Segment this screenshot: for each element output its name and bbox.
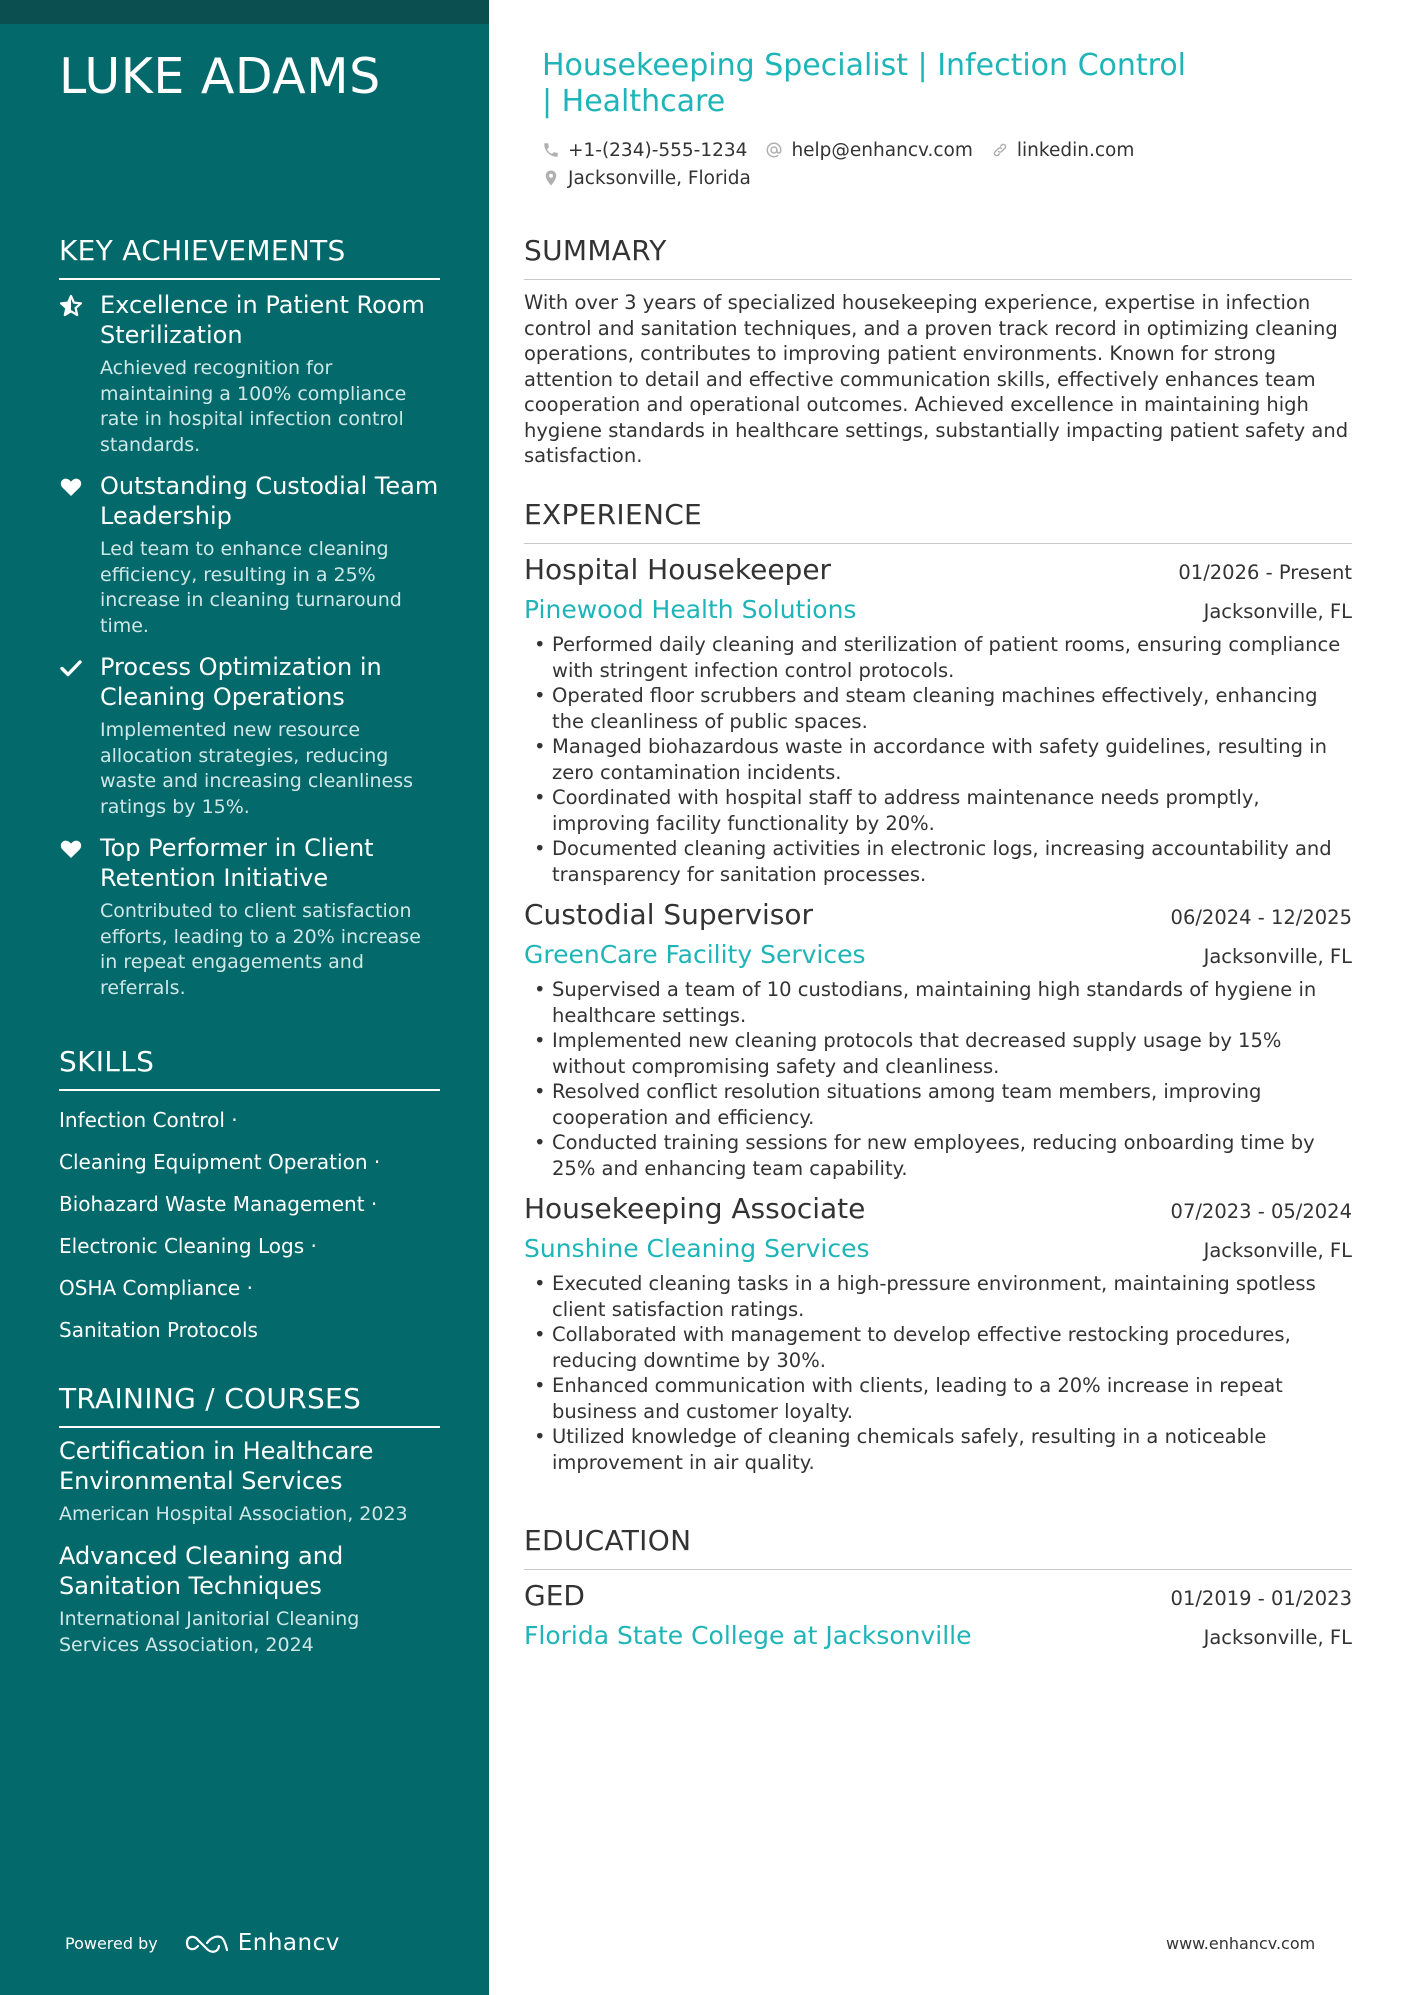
experience-heading: EXPERIENCE bbox=[524, 498, 1352, 544]
achievement-desc: Led team to enhance cleaning efficiency, resulting in a 25% increase in cleaning turnaround time. bbox=[100, 538, 402, 637]
training-section bbox=[59, 1382, 440, 1672]
sidebar bbox=[0, 0, 489, 1995]
job-bullet: • Coordinated with hospital staff to address maintenance needs promptly, improving facility functionality by 20%. bbox=[524, 785, 1352, 836]
job-bullet: • Resolved conflict resolution situations among team members, improving cooperation and efficiency. bbox=[524, 1079, 1352, 1130]
summary-section bbox=[524, 234, 1352, 469]
job-title: Hospital Housekeeper bbox=[524, 553, 832, 586]
achievement-desc: Achieved recognition for maintaining a 100% compliance rate in hospital infection control standards. bbox=[100, 357, 407, 456]
job-bullet: • Utilized knowledge of cleaning chemicals safely, resulting in a noticeable improvement in air quality. bbox=[524, 1424, 1352, 1475]
linkedin-contact[interactable] bbox=[991, 140, 1134, 161]
skill-item: Cleaning Equipment Operation · bbox=[59, 1150, 381, 1174]
enhancv-brand-text: Enhancv bbox=[237, 1930, 340, 1956]
job-bullet: • Managed biohazardous waste in accordance with safety guidelines, resulting in zero contamination incidents. bbox=[524, 734, 1352, 785]
email-text: help@enhancv.com bbox=[791, 139, 973, 161]
job-bullet: • Enhanced communication with clients, leading to a 20% increase in repeat business and customer loyalty. bbox=[524, 1373, 1352, 1424]
link-icon bbox=[991, 141, 1009, 159]
course-item bbox=[59, 1541, 440, 1658]
course-provider: International Janitorial Cleaning Services Association, 2024 bbox=[59, 1608, 360, 1656]
phone-contact[interactable] bbox=[542, 140, 747, 161]
location-contact bbox=[542, 168, 751, 189]
achievements-heading: KEY ACHIEVEMENTS bbox=[59, 234, 440, 280]
star-icon bbox=[59, 294, 83, 318]
job-dates: 07/2023 - 05/2024 bbox=[1170, 1200, 1352, 1223]
check-icon bbox=[59, 656, 83, 680]
achievement-title: Top Performer in Client Retention Initiative bbox=[100, 834, 374, 892]
skills-section bbox=[59, 1045, 440, 1351]
experience-section bbox=[524, 498, 1352, 1483]
phone-icon bbox=[542, 141, 560, 159]
achievement-title: Outstanding Custodial Team Leadership bbox=[100, 472, 439, 530]
email-contact[interactable] bbox=[765, 140, 972, 161]
job-entry bbox=[524, 895, 1352, 1181]
at-icon bbox=[765, 141, 783, 159]
job-bullets bbox=[524, 632, 1352, 887]
job-location: Jacksonville, FL bbox=[1203, 600, 1352, 623]
achievements-section bbox=[59, 234, 440, 1014]
degree: GED bbox=[524, 1579, 585, 1612]
achievement-item bbox=[59, 471, 440, 639]
summary-text: With over 3 years of specialized housekeeping experience, expertise in infection control and sanitation techniques, and a proven track record in optimizing cleaning operations, contributes to improving patient environments. Known for strong attention to detail and effective communication skills, effectively enhances team cooperation and operational outcomes. Achieved excellence in maintaining high hygiene standards in healthcare settings, substantially impacting patient safety and satisfaction. bbox=[524, 291, 1349, 467]
skill-item: Sanitation Protocols bbox=[59, 1318, 258, 1342]
enhancv-logo-icon bbox=[184, 1932, 230, 1954]
job-bullet: • Operated floor scrubbers and steam cleaning machines effectively, enhancing the cleanliness of public spaces. bbox=[524, 683, 1352, 734]
job-location: Jacksonville, FL bbox=[1203, 945, 1352, 968]
heart-icon bbox=[59, 475, 83, 499]
education-heading: EDUCATION bbox=[524, 1524, 1352, 1570]
job-dates: 01/2026 - Present bbox=[1178, 561, 1352, 584]
summary-heading: SUMMARY bbox=[524, 234, 1352, 280]
achievement-title: Excellence in Patient Room Sterilization bbox=[100, 291, 425, 349]
job-location: Jacksonville, FL bbox=[1203, 1239, 1352, 1262]
job-company: GreenCare Facility Services bbox=[524, 940, 866, 969]
job-bullet: • Implemented new cleaning protocols that decreased supply usage by 15% without compromising safety and cleanliness. bbox=[524, 1028, 1352, 1079]
job-bullet: • Collaborated with management to develop effective restocking procedures, reducing downtime by 30%. bbox=[524, 1322, 1352, 1373]
location-text: Jacksonville, Florida bbox=[568, 167, 751, 189]
achievement-item bbox=[59, 652, 440, 820]
sidebar-top-bar bbox=[0, 0, 489, 24]
job-dates: 06/2024 - 12/2025 bbox=[1170, 906, 1352, 929]
contact-info bbox=[542, 136, 1302, 192]
achievement-desc: Contributed to client satisfaction efforts, leading to a 20% increase in repeat engagements and referrals. bbox=[100, 900, 421, 999]
linkedin-text: linkedin.com bbox=[1016, 139, 1135, 161]
job-bullets bbox=[524, 1271, 1352, 1475]
course-item bbox=[59, 1436, 440, 1527]
enhancv-logo[interactable] bbox=[184, 1930, 340, 1956]
job-entry bbox=[524, 1189, 1352, 1475]
course-provider: American Hospital Association, 2023 bbox=[59, 1503, 408, 1525]
school-name: Florida State College at Jacksonville bbox=[524, 1621, 972, 1650]
powered-by bbox=[65, 1930, 340, 1956]
course-title: Certification in Healthcare Environmental Services bbox=[59, 1437, 374, 1495]
job-title: Custodial Supervisor bbox=[524, 898, 813, 931]
headline: Housekeeping Specialist | Infection Control | Healthcare bbox=[542, 48, 1187, 119]
job-bullets bbox=[524, 977, 1352, 1181]
job-bullet: • Conducted training sessions for new employees, reducing onboarding time by 25% and enhancing team capability. bbox=[524, 1130, 1352, 1181]
job-bullet: • Executed cleaning tasks in a high-pressure environment, maintaining spotless client satisfaction ratings. bbox=[524, 1271, 1352, 1322]
education-section bbox=[524, 1524, 1352, 1656]
powered-by-label: Powered by bbox=[65, 1933, 158, 1953]
job-bullet: • Documented cleaning activities in electronic logs, increasing accountability and transparency for sanitation processes. bbox=[524, 836, 1352, 887]
candidate-name: LUKE ADAMS bbox=[59, 48, 381, 105]
phone-text: +1-(234)-555-1234 bbox=[568, 139, 748, 161]
education-location: Jacksonville, FL bbox=[1203, 1626, 1352, 1649]
job-title: Housekeeping Associate bbox=[524, 1192, 866, 1225]
education-entry bbox=[524, 1576, 1352, 1656]
job-bullet: • Supervised a team of 10 custodians, maintaining high standards of hygiene in healthcare settings. bbox=[524, 977, 1352, 1028]
education-dates: 01/2019 - 01/2023 bbox=[1170, 1587, 1352, 1610]
job-company: Sunshine Cleaning Services bbox=[524, 1234, 870, 1263]
skill-item: Electronic Cleaning Logs · bbox=[59, 1234, 317, 1258]
heart-icon bbox=[59, 837, 83, 861]
footer-url[interactable]: www.enhancv.com bbox=[1166, 1934, 1316, 1953]
achievement-item bbox=[59, 833, 440, 1001]
job-company: Pinewood Health Solutions bbox=[524, 595, 857, 624]
achievement-item bbox=[59, 290, 440, 458]
job-bullet: • Performed daily cleaning and sterilization of patient rooms, ensuring compliance with stringent infection control protocols. bbox=[524, 632, 1352, 683]
skills-heading: SKILLS bbox=[59, 1045, 440, 1091]
achievement-desc: Implemented new resource allocation strategies, reducing waste and increasing cleanliness ratings by 15%. bbox=[100, 719, 414, 818]
skill-item: Infection Control · bbox=[59, 1108, 238, 1132]
skill-item: Biohazard Waste Management · bbox=[59, 1192, 378, 1216]
training-heading: TRAINING / COURSES bbox=[59, 1382, 440, 1428]
location-pin-icon bbox=[542, 169, 560, 187]
job-entry bbox=[524, 550, 1352, 887]
course-title: Advanced Cleaning and Sanitation Techniques bbox=[59, 1542, 344, 1600]
achievement-title: Process Optimization in Cleaning Operations bbox=[100, 653, 382, 711]
skill-item: OSHA Compliance · bbox=[59, 1276, 253, 1300]
